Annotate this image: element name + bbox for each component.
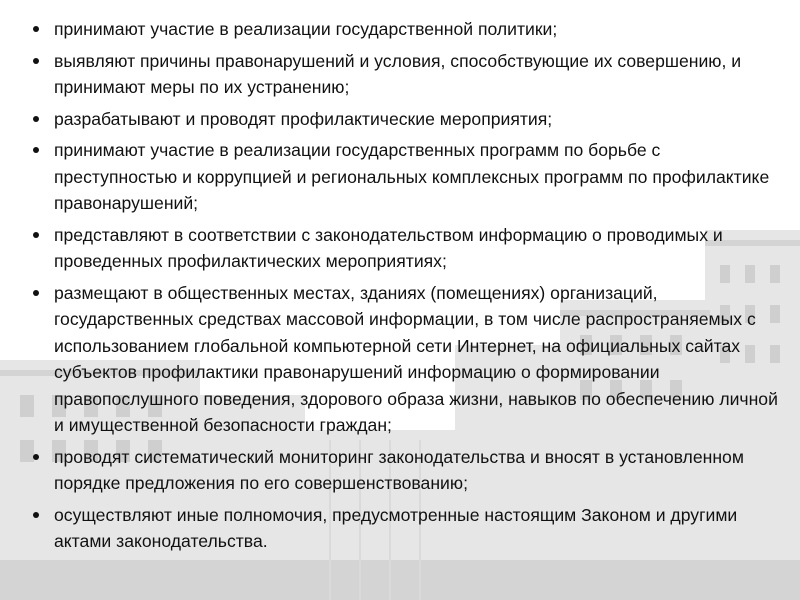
bullet-icon <box>33 290 39 296</box>
bullet-icon <box>33 116 39 122</box>
bullet-icon <box>33 147 39 153</box>
bullet-text: осуществляют иные полномочия, предусмотренные настоящим Законом и другими актами законодательства. <box>54 504 738 551</box>
list-item <box>30 137 778 217</box>
bullet-text: принимают участие в реализации государственной политики; <box>54 19 558 39</box>
bullet-icon <box>33 58 39 64</box>
list-item <box>30 16 778 43</box>
bullet-icon <box>33 232 39 238</box>
bullet-text: представляют в соответствии с законодательством информацию о проводимых и проведенных профилактических мероприятиях; <box>54 224 723 271</box>
list-item <box>30 48 778 101</box>
bullet-text: выявляют причины правонарушений и условия, способствующие их совершению, и принимают меры по их устранению; <box>54 50 742 97</box>
list-item <box>30 222 778 275</box>
bullet-icon <box>33 26 39 32</box>
bullet-list <box>30 16 778 560</box>
bullet-text: размещают в общественных местах, зданиях (помещениях) организаций, государственных средствах массовой информации, в том числе распространяемых с использованием глобальной компьютерной сети Интернет, на официальных сайтах субъектов профилактики правонарушений информацию о формировании правопослушного поведения, здорового образа жизни, навыков по обеспечению личной и имущественной безопасности граждан; <box>54 282 778 435</box>
list-item <box>30 444 778 497</box>
list-item <box>30 502 778 555</box>
bullet-icon <box>33 454 39 460</box>
list-item <box>30 106 778 133</box>
list-item <box>30 280 778 439</box>
bullet-text: принимают участие в реализации государственных программ по борьбе с преступностью и коррупцией и региональных комплексных программ по профилактике правонарушений; <box>54 140 770 213</box>
bullet-text: разрабатывают и проводят профилактические мероприятия; <box>54 108 553 129</box>
bullet-icon <box>33 512 39 518</box>
bullet-text: проводят систематический мониторинг законодательства и вносят в установленном порядке предложения по его совершенствованию; <box>54 446 744 493</box>
